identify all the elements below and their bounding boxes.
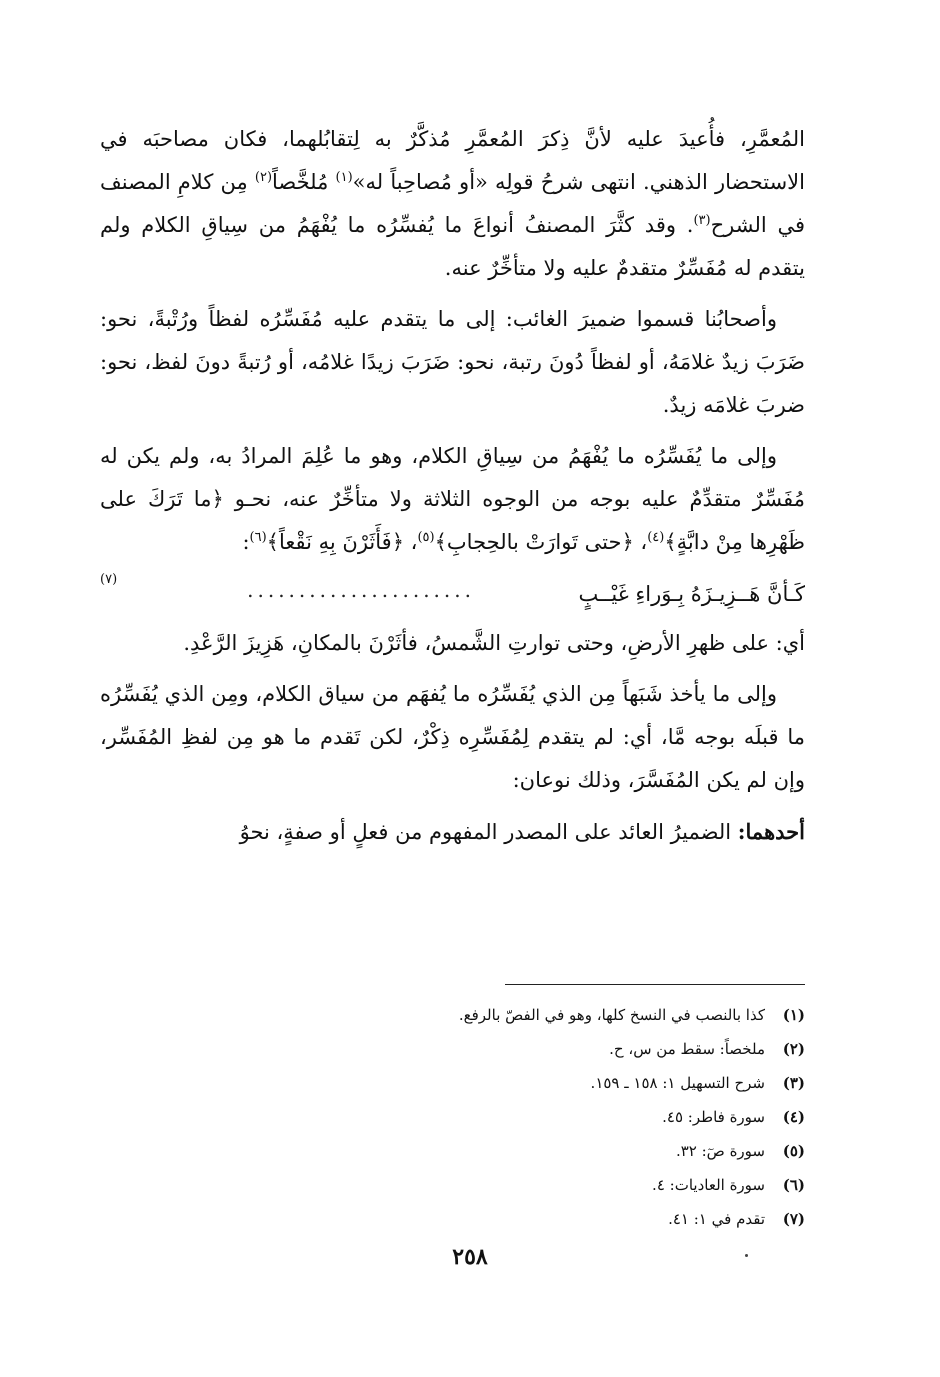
- paragraph-3-text-a: وإلى ما يُفَسِّرُه ما يُفْهَمُ من سِياقِ الكلام، وهو ما عُلِمَ المرادُ به، ولم يكن له مُفَسِّرٌ متقدِّمٌ عليه بوجه من الوجوه الثلاثة ولا متأخِّرٌ عنه، نحـو ﴿ما تَرَكَ على ظَهْرِها مِنْ دابَّةٍ﴾: [100, 444, 805, 554]
- footnote-ref-5: (٥): [417, 530, 435, 545]
- paragraph-6-lead: أحدهما:: [737, 819, 805, 844]
- paragraph-1-text-b: مُلخَّصاً: [272, 170, 336, 194]
- footnote-text: تقدم في ١: ٤١.: [668, 1210, 765, 1228]
- footnote-text: سورة صٓ: ٣٢.: [675, 1142, 765, 1160]
- footnote-number: (٢): [782, 1040, 805, 1058]
- paragraph-4: أي: على ظهرِ الأرضِ، وحتى توارتِ الشَّمسُ، فأثَرْنَ بالمكانِ، هَزِيزَ الرَّعْدِ.: [183, 631, 805, 655]
- verse-ellipsis: ......................: [247, 578, 475, 602]
- paragraph-1-text-a: المُعمَّرِ، فأُعيدَ عليه لأنَّ ذِكرَ المُعمَّرِ مُذكَّرٌ به لِتقابُلهما، فكان مصاحبَه في الاستحضار الذهني. انتهى شرحُ قولِه «أو مُصاحِباً له»: [100, 127, 805, 194]
- scan-speck: [745, 1254, 748, 1257]
- footnote-number: (٣): [782, 1074, 805, 1092]
- footnote-text: شرح التسهيل ١: ١٥٨ ـ ١٥٩.: [590, 1074, 765, 1092]
- paragraph-5: وإلى ما يأخذ شَبَهاً مِن الذي يُفَسِّرُه ما يُفهَم من سياق الكلام، ومِن الذي يُفَسِّرُه ما قبلَه بوجه مَّا، أي: لم يتقدم لِمُفَسِّرِه ذِكْرٌ، لكن تَقدم ما هو مِن لفظِ المُفَسِّر، وإن لم يكن المُفَسَّرَ، وذلك نوعان:: [100, 682, 805, 792]
- footnote-number: (١): [782, 1006, 805, 1024]
- footnote-item: [100, 1032, 805, 1066]
- paragraph-2: وأصحابُنا قسموا ضميرَ الغائب: إلى ما يتقدم عليه مُفَسِّرُه لفظاً ورُتْبةً، نحو: ضَرَبَ زيدٌ غلامَهُ، أو لفظاً دُونَ رتبة، نحو: ضَرَبَ زيدًا غلامُه، أو رُتبةً دونَ لفظ، نحو: ضربَ غلامَه زيدٌ.: [100, 307, 805, 417]
- footnotes-list: [100, 998, 805, 1236]
- verse-text: كَـأنَّ هَــزِيـزَهُ بِـوَراءِ غَيْــبٍ: [578, 582, 805, 606]
- footnote-ref-7: (٧): [100, 572, 118, 587]
- paragraph-3-text-d: :: [242, 530, 250, 554]
- paragraph-6: [100, 810, 805, 854]
- footnote-text: سورة العاديات: ٤.: [652, 1176, 765, 1194]
- footnote-item: [100, 998, 805, 1032]
- footnote-text: كذا بالنصب في النسخ كلها، وهو في الفصّ بالرفع.: [458, 1006, 765, 1024]
- paragraph-1-text-c: مِن كلامِ المصنف في الشرح: [100, 170, 806, 237]
- paragraph-6-text: الضميرُ العائد على المصدر المفهوم من فعلٍ أو صفةٍ، نحوُ: [239, 820, 738, 844]
- footnote-ref-6: (٦): [249, 530, 267, 545]
- page-number: ٢٥٨: [452, 1244, 488, 1270]
- verse-line: [100, 572, 805, 616]
- footnote-number: (٥): [782, 1142, 805, 1160]
- paragraph-3-text-c: ، ﴿فَأَثَرْنَ بِهِ نَقْعاً﴾: [266, 530, 418, 554]
- footnote-text: سورة فاطر: ٤٥.: [662, 1108, 765, 1126]
- footnote-item: [100, 1134, 805, 1168]
- footnote-item: [100, 1168, 805, 1202]
- paragraph-3-text-b: ، ﴿حتى تَوارَتْ بالحِجابِ﴾: [434, 530, 648, 554]
- footnote-ref-1: (١): [335, 170, 353, 185]
- footnote-item: [100, 1100, 805, 1134]
- footnote-text: ملخصاً: سقط من س، ح.: [609, 1040, 765, 1058]
- footnote-ref-4: (٤): [647, 530, 665, 545]
- footnote-number: (٦): [782, 1176, 805, 1194]
- footnote-number: (٤): [782, 1108, 805, 1126]
- footnote-ref-3: (٣): [693, 213, 711, 228]
- paragraph-1-text-d: . وقد كثَّرَ المصنفُ أنواعَ ما يُفسِّرُه ما يُفْهَمُ من سِياقِ الكلام ولم يتقدم له مُفَسِّرٌ متقدمٌ عليه ولا متأخِّرٌ عنه.: [100, 213, 805, 280]
- footnote-ref-2: (٢): [254, 170, 273, 185]
- footnote-divider: [505, 984, 805, 985]
- footnote-item: [100, 1202, 805, 1236]
- footnote-item: [100, 1066, 805, 1100]
- paragraph-3: [100, 435, 805, 564]
- footnote-number: (٧): [782, 1210, 805, 1228]
- paragraph-1: [100, 118, 805, 290]
- main-text-block: [100, 118, 806, 1228]
